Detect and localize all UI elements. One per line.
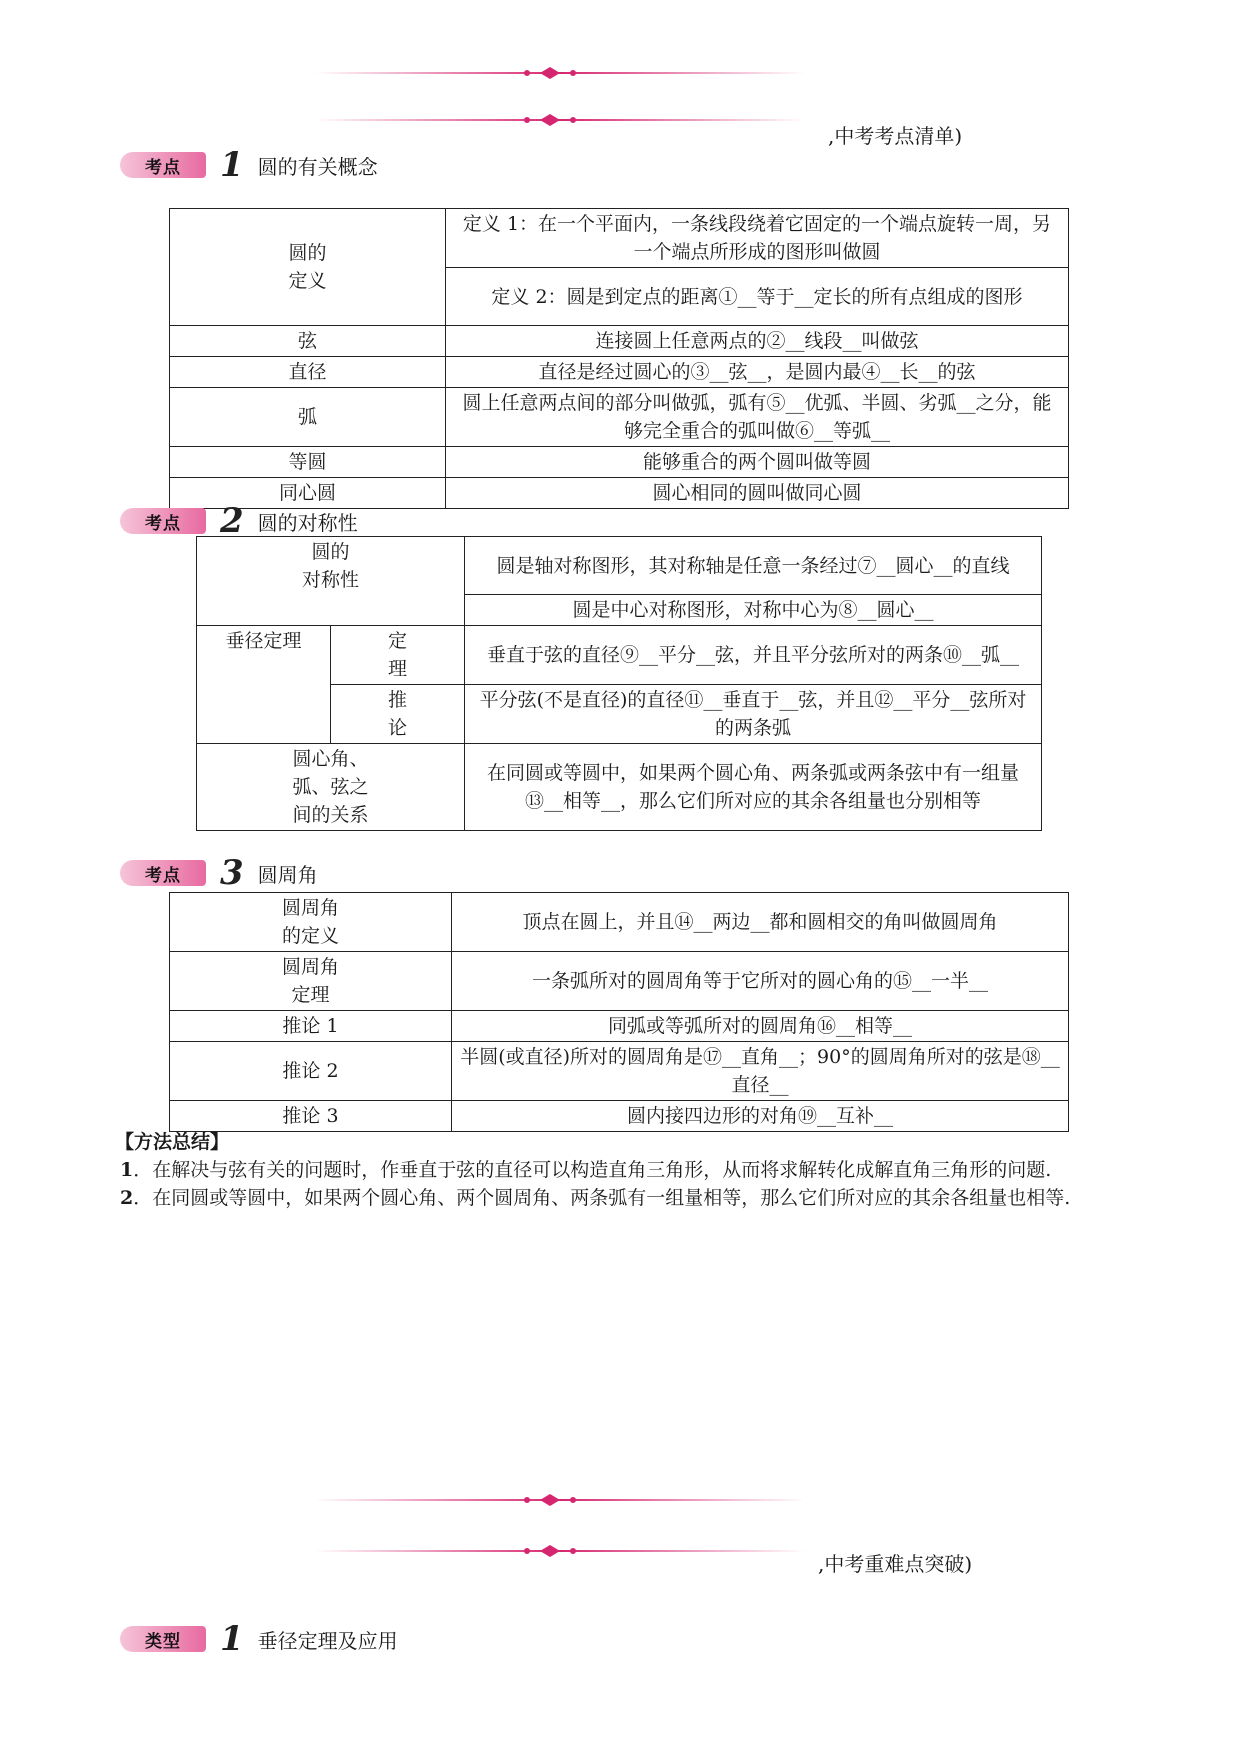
row-cell: 同弧或等弧所对的圆周角⑯__相等__ — [452, 1011, 1069, 1042]
table-row — [170, 893, 1069, 952]
tag-number: 1 — [220, 1619, 244, 1659]
header-ornament-bottom — [315, 112, 805, 128]
row-cell: 能够重合的两个圆叫做等圆 — [446, 447, 1069, 478]
row-head: 圆周角 的定义 — [170, 893, 452, 952]
row-head: 弧 — [170, 388, 446, 447]
section-title: 圆的有关概念 — [257, 154, 378, 179]
method-item-number: 1 — [120, 1159, 134, 1181]
row-cell: 定义 2：圆是到定点的距离①__等于__定长的所有点组成的图形 — [446, 268, 1069, 326]
row-head: 推论 1 — [170, 1011, 452, 1042]
table-inscribed-angle — [169, 892, 1069, 1132]
tag-number: 2 — [220, 501, 244, 541]
section-banner-label: ,中考重难点突破) — [818, 1552, 973, 1576]
header-ornament-bottom-2 — [315, 1543, 805, 1559]
table-row — [170, 1011, 1069, 1042]
header-ornament-top — [315, 65, 805, 81]
method-summary — [75, 1128, 1165, 1212]
tag-badge: 考点 — [120, 152, 206, 178]
table-row — [170, 209, 1069, 268]
row-cell: 平分弦(不是直径)的直径⑪__垂直于__弦，并且⑫__平分__弦所对的两条弧 — [465, 685, 1042, 744]
section-tag-3 — [120, 853, 318, 893]
section-title: 圆周角 — [257, 862, 318, 887]
row-cell: 连接圆上任意两点的②__线段__叫做弦 — [446, 326, 1069, 357]
row-cell: 圆是中心对称图形，对称中心为⑧__圆心__ — [465, 595, 1042, 626]
row-head: 等圆 — [170, 447, 446, 478]
row-subhead: 推 论 — [331, 685, 465, 744]
row-cell: 顶点在圆上，并且⑭__两边__都和圆相交的角叫做圆周角 — [452, 893, 1069, 952]
table-row — [170, 1101, 1069, 1132]
tag-number: 3 — [220, 853, 244, 893]
tag-badge: 类型 — [120, 1626, 206, 1652]
section-banner-label: ,中考考点清单) — [828, 124, 963, 148]
table-row — [197, 537, 1042, 595]
section-title: 圆的对称性 — [257, 510, 358, 535]
row-cell: 圆上任意两点间的部分叫做弧，弧有⑤__优弧、半圆、劣弧__之分，能够完全重合的弧叫做⑥__等弧__ — [446, 388, 1069, 447]
table-row — [197, 744, 1042, 831]
table-row — [170, 447, 1069, 478]
method-title: 【方法总结】 — [115, 1131, 230, 1153]
tag-badge: 考点 — [120, 860, 206, 886]
row-head: 推论 3 — [170, 1101, 452, 1132]
table-circle-symmetry — [196, 536, 1042, 831]
method-item-text: ．在同圆或等圆中，如果两个圆心角、两个圆周角、两条弧有一组量相等，那么它们所对应的其余各组量也相等. — [133, 1187, 1071, 1209]
row-cell: 定义 1：在一个平面内，一条线段绕着它固定的一个端点旋转一周，另一个端点所形成的图形叫做圆 — [446, 209, 1069, 268]
row-head: 弦 — [170, 326, 446, 357]
method-item — [75, 1156, 1165, 1184]
method-item — [75, 1184, 1165, 1212]
table-row — [170, 952, 1069, 1011]
row-head: 直径 — [170, 357, 446, 388]
table-row — [170, 1042, 1069, 1101]
row-cell: 圆内接四边形的对角⑲__互补__ — [452, 1101, 1069, 1132]
row-subhead: 定 理 — [331, 626, 465, 685]
row-head: 圆的 定义 — [170, 209, 446, 326]
row-cell: 在同圆或等圆中，如果两个圆心角、两条弧或两条弦中有一组量⑬__相等__，那么它们所对应的其余各组量也分别相等 — [465, 744, 1042, 831]
row-head: 圆的 对称性 — [197, 537, 465, 626]
section-tag-type-1 — [120, 1619, 398, 1659]
row-cell: 半圆(或直径)所对的圆周角是⑰__直角__；90°的圆周角所对的弦是⑱__直径__ — [452, 1042, 1069, 1101]
row-cell: 圆是轴对称图形，其对称轴是任意一条经过⑦__圆心__的直线 — [465, 537, 1042, 595]
section-tag-2 — [120, 501, 358, 541]
section-tag-1 — [120, 145, 378, 185]
row-head: 垂径定理 — [197, 626, 331, 744]
section-title: 垂径定理及应用 — [257, 1628, 398, 1653]
table-row — [170, 357, 1069, 388]
tag-number: 1 — [220, 145, 244, 185]
row-cell: 一条弧所对的圆周角等于它所对的圆心角的⑮__一半__ — [452, 952, 1069, 1011]
row-head: 圆心角、 弧、弦之 间的关系 — [197, 744, 465, 831]
row-cell: 直径是经过圆心的③__弦__，是圆内最④__长__的弦 — [446, 357, 1069, 388]
row-cell: 垂直于弦的直径⑨__平分__弦，并且平分弦所对的两条⑩__弧__ — [465, 626, 1042, 685]
row-head: 圆周角 定理 — [170, 952, 452, 1011]
table-row — [170, 326, 1069, 357]
row-cell: 圆心相同的圆叫做同心圆 — [446, 478, 1069, 509]
header-ornament-top-2 — [315, 1492, 805, 1508]
table-circle-concepts — [169, 208, 1069, 509]
method-item-number: 2 — [120, 1187, 134, 1209]
row-head: 推论 2 — [170, 1042, 452, 1101]
tag-badge: 考点 — [120, 508, 206, 534]
table-row — [197, 626, 1042, 685]
table-row — [170, 388, 1069, 447]
row-head: 同心圆 — [170, 478, 446, 509]
method-item-text: ．在解决与弦有关的问题时，作垂直于弦的直径可以构造直角三角形，从而将求解转化成解直角三角形的问题. — [133, 1159, 1052, 1181]
